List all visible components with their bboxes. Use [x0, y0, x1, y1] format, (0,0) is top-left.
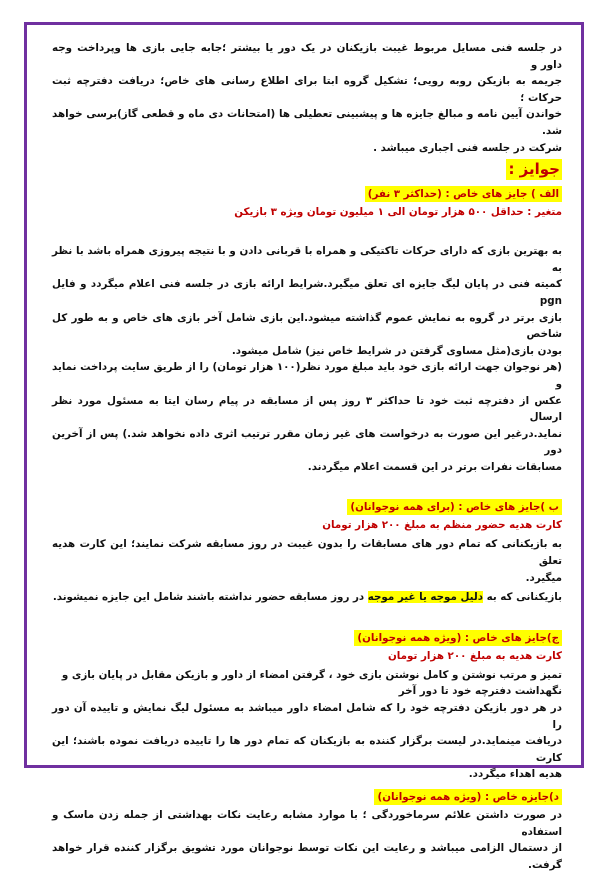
text-line: از دستمال الزامی میباشد و رعایت این نکات توسط نوجوانان مورد تشویق برگزار کننده قرار خواهد گرفت.: [52, 842, 562, 871]
text-line: خواندن آیین نامه و مبالغ جایزه ها و پیشبینی تعطیلی ها (امتحانات دی ماه و قطعی گاز)برسی خواهد شد.: [52, 108, 562, 137]
text-line: هدیه اهداء میگردد.: [468, 768, 562, 781]
text-line: مسابقات نفرات برتر در این قسمت اعلام میگردند.: [307, 460, 562, 473]
prize-d-heading: د)جایزه خاص : (ویژه همه نوجوانان): [374, 789, 562, 805]
prize-b-section: [52, 495, 562, 605]
highlighted-text: دلیل موجه یا غیر موجه: [367, 591, 484, 604]
prize-b-heading: ب )جایز های خاص : (برای همه نوجوانان): [347, 499, 562, 515]
text-line: بازی برتر در گروه به نمایش عموم گذاشته میشود.این بازی شامل آخر بازی های خاص و به طور کل شاخص: [52, 311, 562, 341]
prize-d-section: [52, 785, 562, 873]
document-body: [52, 40, 562, 873]
text-line: شرکت در جلسه فنی اجباری میباشد .: [373, 141, 562, 154]
prize-a-section: [52, 182, 562, 475]
text-line: دریافت مینماید.در لیست برگزار کننده به بازیکنان که تمام دور ها را تاییده دریافت نموده باشند؛ این کارت: [52, 735, 562, 764]
text-line: در هر دور بازیکن دفترچه خود را که شامل امضاء داور میباشد به مسئول لیگ نمایش و تاییده آن دور را: [52, 702, 562, 731]
text-line: نماید.درغیر این صورت به درخواست های غیر زمان مقرر ترتیب اثری داده نخواهد شد.) پس از آخرین دور: [52, 427, 562, 457]
text-line: (هر نوجوان جهت ارائه بازی خود باید مبلغ مورد نظر(۱۰۰ هزار تومان) را از طریق سایت پرداخت نماید و: [52, 361, 563, 390]
text-line: میگیرد.: [525, 571, 562, 584]
text-line: نگهداشت دفترچه خود تا دور آخر: [398, 685, 562, 698]
text-line: در صورت داشتن علائم سرماخوردگی ؛ با موارد مشابه رعایت نکات بهداشتی از جمله زدن ماسک و استفاده: [52, 809, 562, 838]
text-line: در جلسه فنی مسایل مربوط غیبت بازیکنان در یک دور یا بیشتر ؛جابه جایی بازی ها وپرداخت وجه داور و: [52, 42, 562, 71]
text-line: به بهترین بازی که دارای حرکات تاکتیکی و همراه با قربانی دادن و با نتیجه پیروزی همراه باشد با نظر به: [52, 245, 562, 274]
prize-a-variable: متغیر : حداقل ۵۰۰ هزار تومان الی ۱ میلیون تومان ویژه ۳ بازیکن: [234, 206, 562, 219]
text-line: تمیز و مرتب نوشتن و کامل نوشتن بازی خود ، گرفتن امضاء از داور و بازیکن مقابل در پایان بازی و: [61, 668, 562, 681]
text-fragment: در روز مسابقه حضور نداشته باشند شامل این جایزه نمیشوند.: [52, 591, 368, 604]
prize-a-heading: الف ) جایز های خاص : (حداکثر ۳ نفر): [365, 186, 562, 202]
text-line: کمیته فنی در پایان لیگ جایزه ای تعلق میگیرد.شرایط ارائه بازی در جلسه فنی اعلام میگردد و فایل pgn: [52, 278, 562, 307]
text-line: جریمه به بازیکن روبه رویی؛ تشکیل گروه ابتا برای اطلاع رسانی های خاص؛ دریافت دفترچه ثبت حرکات ؛: [52, 75, 562, 104]
text-line: عکس از دفترچه ثبت خود تا حداکثر ۳ روز پس از مسابقه در پیام رسان ایتا به مسئول مورد نظر ارسال: [52, 394, 562, 424]
text-line: بودن بازی(مثل مساوی گرفتن در شرایط خاص نیز) شامل میشود.: [231, 344, 562, 357]
intro-paragraph: [52, 40, 562, 156]
prize-b-card: کارت هدیه حضور منظم به مبلغ ۲۰۰ هزار تومان: [322, 519, 562, 532]
text-line: [52, 589, 562, 606]
prize-c-section: [52, 626, 562, 783]
prize-c-card: کارت هدیه به مبلغ ۲۰۰ هزار تومان: [388, 649, 562, 662]
prize-c-heading: ج)جایز های خاص : (ویژه همه نوجوانان): [354, 630, 562, 646]
prizes-title: جوایز :: [508, 160, 560, 179]
text-fragment: بازیکنانی که به: [483, 591, 562, 604]
text-line: به بازیکنانی که تمام دور های مسابقات را بدون غیبت در روز مسابقه شرکت نمایند؛ این کارت هدیه تعلق: [52, 538, 562, 568]
